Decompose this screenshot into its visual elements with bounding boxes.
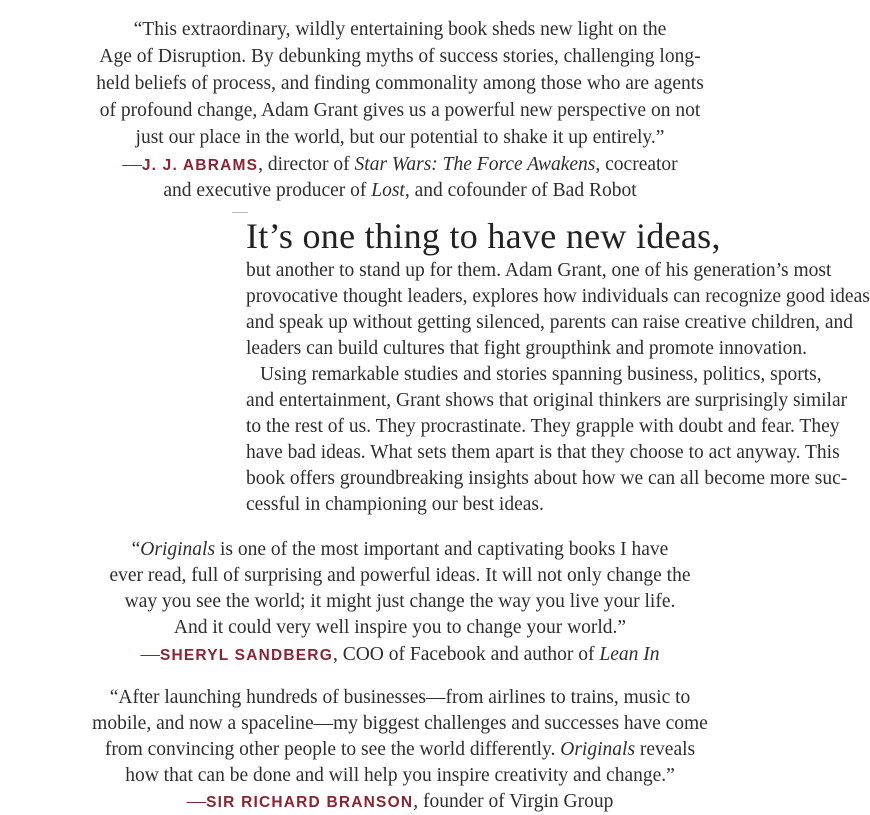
attribution-name: SHERYL SANDBERG xyxy=(159,647,333,664)
attribution-role: , founder of Virgin Group xyxy=(413,791,614,812)
attribution-role: , COO of Facebook and author of xyxy=(332,644,600,665)
book-title: Originals xyxy=(560,739,636,760)
quote-line xyxy=(0,538,800,562)
quote-attribution xyxy=(0,643,800,668)
attribution-dash: — xyxy=(122,154,142,175)
quote-line: “After launching hundreds of businesses—from airlines to trains, music to xyxy=(109,687,691,708)
quote-text: reveals xyxy=(635,739,696,760)
attribution-title: Star Wars: The Force Awakens xyxy=(354,154,596,175)
description-line: but another to stand up for them. Adam Grant, one of his generation’s most xyxy=(246,260,832,281)
attribution-title: Lost xyxy=(371,180,405,201)
attribution-role: , and cofounder of Bad Robot xyxy=(404,180,637,201)
description-line: Using remarkable studies and stories spanning business, politics, sports, xyxy=(260,364,822,385)
quote-line: Age of Disruption. By debunking myths of success stories, challenging long- xyxy=(99,46,701,67)
quote-line: how that can be done and will help you inspire creativity and change.” xyxy=(125,765,675,786)
description-line: leaders can build cultures that fight groupthink and promote innovation. xyxy=(246,338,808,359)
headline: It’s one thing to have new ideas, xyxy=(246,216,721,256)
attribution-name: J. J. ABRAMS xyxy=(141,157,259,174)
description-line: to the rest of us. They procrastinate. They grapple with doubt and fear. They xyxy=(246,416,840,437)
description-line: cessful in championing our best ideas. xyxy=(246,494,544,515)
description-line: book offers groundbreaking insights about how we can all become more suc- xyxy=(246,468,848,489)
quote-attribution xyxy=(0,153,800,178)
quote-line: ever read, full of surprising and powerful ideas. It will not only change the xyxy=(109,565,691,586)
attribution-name: SIR RICHARD BRANSON xyxy=(206,794,414,811)
attribution-title: Lean In xyxy=(599,644,660,665)
description-line: and entertainment, Grant shows that original thinkers are surprisingly similar xyxy=(246,390,848,411)
description-line: provocative thought leaders, explores how individuals can recognize good ideas xyxy=(246,286,870,307)
quote-line: held beliefs of process, and finding commonality among those who are agents xyxy=(96,73,704,94)
quote-line: way you see the world; it might just change the way you live your life. xyxy=(124,591,676,612)
description-line: have bad ideas. What sets them apart is that they choose to act anyway. This xyxy=(246,442,840,463)
description-line: and speak up without getting silenced, parents can raise creative children, and xyxy=(246,312,853,333)
book-title: Originals xyxy=(140,539,216,560)
quote-text: from convincing other people to see the world differently. xyxy=(104,739,556,760)
attribution-role: , director of xyxy=(258,154,355,175)
quote-line: “This extraordinary, wildly entertaining book sheds new light on the xyxy=(133,19,667,40)
quote-line xyxy=(0,738,800,762)
quote-line: And it could very well inspire you to change your world.” xyxy=(173,617,627,638)
quote-line: of profound change, Adam Grant gives us a powerful new perspective on not xyxy=(99,100,701,121)
attribution-role: and executive producer of xyxy=(163,180,372,201)
quote-attribution xyxy=(0,790,800,815)
quote-open: “ xyxy=(131,539,141,560)
quote-text: is one of the most important and captivating books I have xyxy=(215,539,669,560)
quote-attribution-line2 xyxy=(0,179,800,203)
attribution-role: , cocreator xyxy=(595,154,678,175)
quote-line: just our place in the world, but our potential to shake it up entirely.” xyxy=(135,127,665,148)
quote-line: mobile, and now a spaceline—my biggest challenges and successes have come xyxy=(92,713,708,734)
print-speck xyxy=(232,212,248,213)
attribution-dash: — xyxy=(140,644,160,665)
attribution-dash: — xyxy=(186,791,207,812)
